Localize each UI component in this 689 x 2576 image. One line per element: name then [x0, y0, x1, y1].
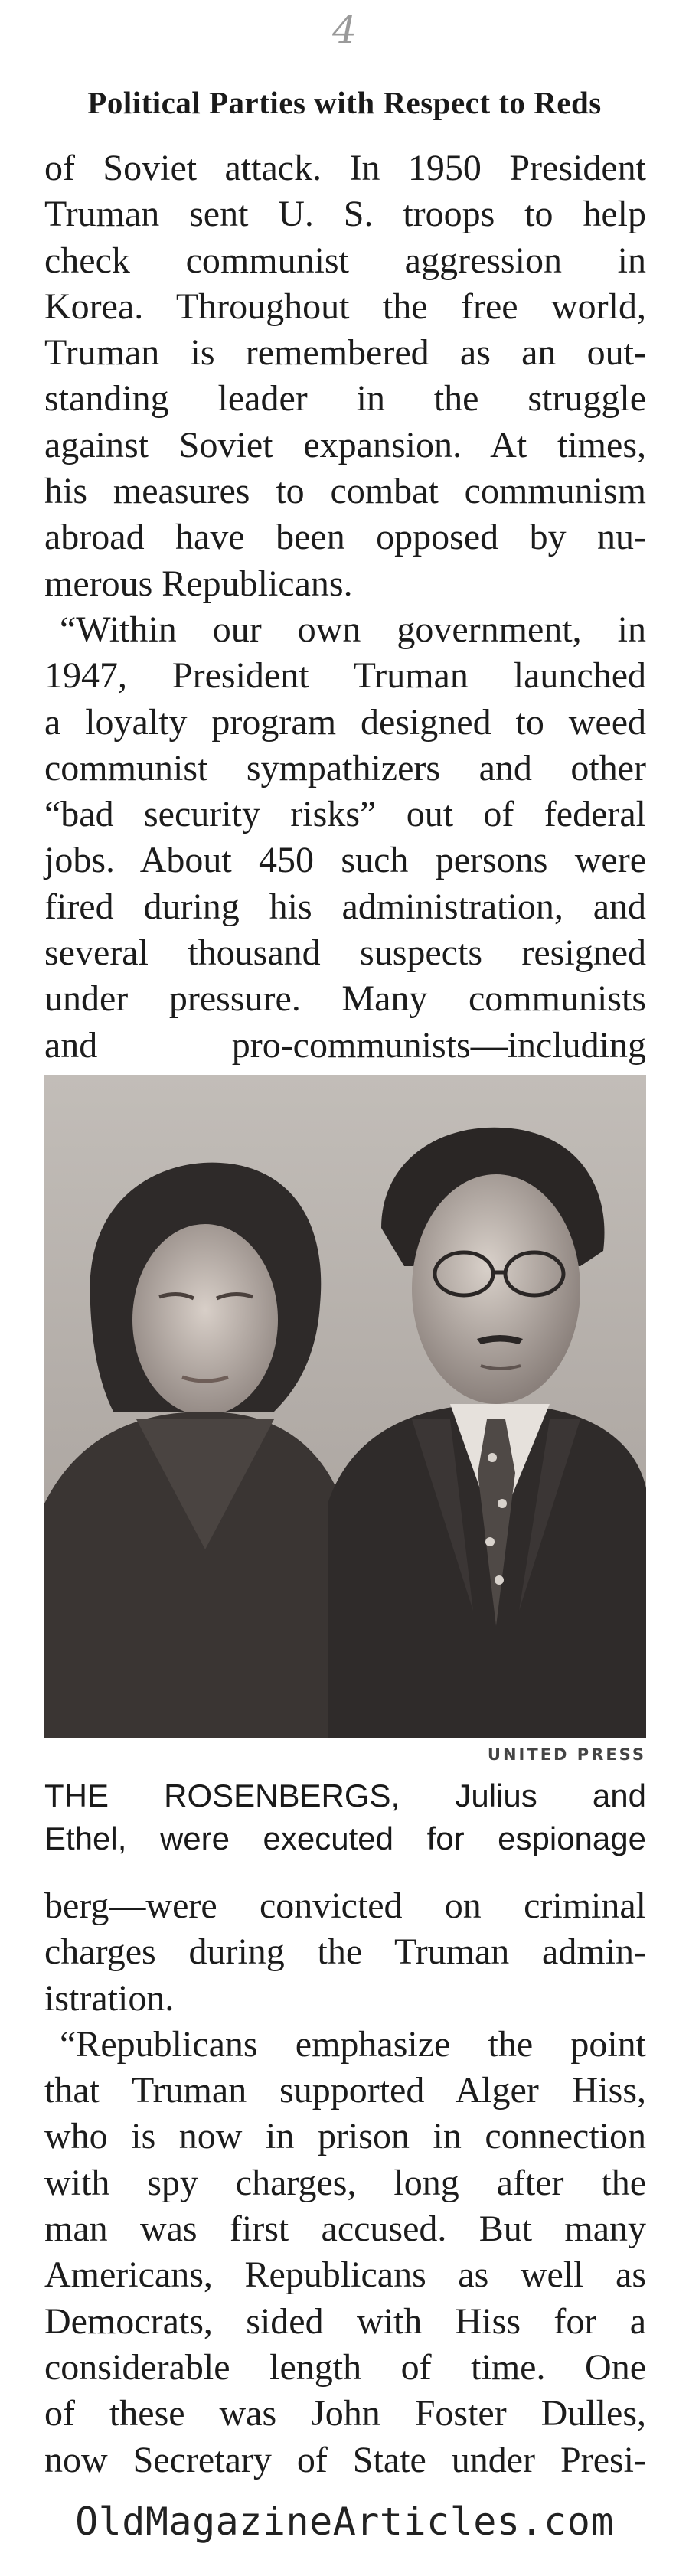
- body-line: jobs. About 450 such persons were: [44, 840, 646, 881]
- body-line: charges during the Truman admin-: [44, 1931, 646, 1973]
- body-line: “Republicans emphasize the point: [60, 2023, 646, 2065]
- body-line: several thousand suspects resigned: [44, 932, 646, 974]
- body-line: against Soviet expansion. At times,: [44, 424, 646, 465]
- body-line: berg—were convicted on criminal: [44, 1885, 646, 1926]
- rosenbergs-photo-illustration: [44, 1075, 646, 1738]
- body-line: merous Republicans.: [44, 563, 353, 604]
- body-line: Truman is remembered as an out-: [44, 332, 646, 374]
- body-line: man was first accused. But many: [44, 2209, 646, 2250]
- body-line: under pressure. Many communists: [44, 978, 646, 1020]
- body-line: communist sympathizers and other: [44, 747, 646, 788]
- caption-line: THE ROSENBERGS, Julius and: [44, 1778, 646, 1814]
- body-line: considerable length of time. One: [44, 2346, 646, 2388]
- body-line: that Truman supported Alger Hiss,: [44, 2070, 646, 2111]
- body-line: standing leader in the struggle: [44, 378, 646, 420]
- page-header-title: Political Parties with Respect to Reds: [87, 85, 602, 120]
- body-line: with spy charges, long after the: [44, 2162, 646, 2203]
- body-line: “Within our own government, in: [60, 609, 646, 650]
- body-line: of these was John Foster Dulles,: [44, 2393, 646, 2434]
- body-line: Americans, Republicans as well as: [44, 2254, 646, 2296]
- body-line: of Soviet attack. In 1950 President: [44, 148, 646, 188]
- rosenbergs-photo: [44, 1075, 646, 1738]
- body-line: his measures to combat communism: [44, 471, 646, 512]
- body-line: check communist aggression in: [44, 240, 646, 281]
- page-number: 4: [332, 8, 357, 52]
- article-body-bottom: [44, 1883, 646, 2483]
- body-line: now Secretary of State under Presi-: [44, 2439, 646, 2480]
- body-line: who is now in prison in connection: [44, 2116, 646, 2157]
- body-line: fired during his administration, and: [44, 886, 646, 927]
- body-line: and pro-communists—including: [44, 1024, 646, 1066]
- photo-caption: [44, 1774, 646, 1860]
- body-line: abroad have been opposed by nu-: [44, 517, 646, 558]
- body-line: Democrats, sided with Hiss for a: [44, 2300, 646, 2342]
- article-body-top: [44, 145, 646, 1115]
- body-line: istration.: [44, 1977, 175, 2019]
- caption-line: Ethel, were executed for espionage: [44, 1820, 646, 1856]
- body-line: 1947, President Truman launched: [44, 655, 646, 697]
- site-footer-link[interactable]: OldMagazineArticles.com: [75, 2499, 614, 2544]
- photo-credit: UNITED PRESS: [487, 1745, 646, 1764]
- body-line: a loyalty program designed to weed: [44, 701, 646, 743]
- body-line: Korea. Throughout the free world,: [44, 286, 646, 327]
- body-line: Truman sent U. S. troops to help: [44, 194, 646, 235]
- body-line: “bad security risks” out of federal: [44, 794, 646, 835]
